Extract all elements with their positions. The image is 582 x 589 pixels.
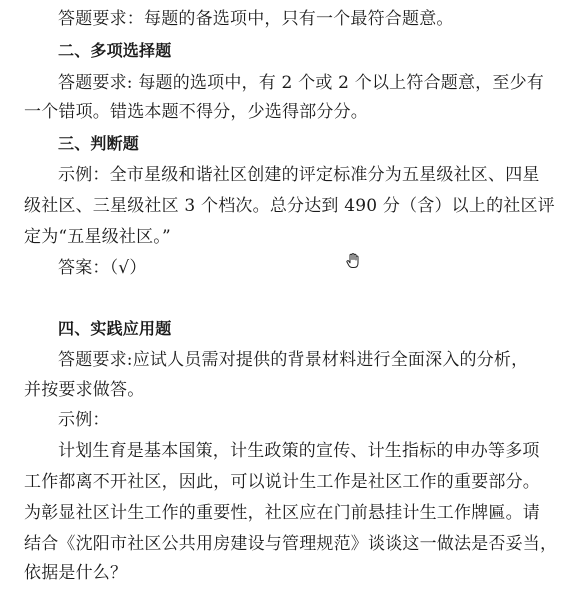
- section-heading-true-false: 三、判断题: [58, 134, 140, 153]
- multiple-choice-requirement-line-1: 答题要求: 每题的选项中，有 2 个或 2 个以上符合题意，至少有: [58, 73, 544, 93]
- true-false-example-line-3: 定为“五星级社区。”: [24, 227, 171, 247]
- true-false-example-line-1: 示例：全市星级和谐社区创建的评定标准分为五星级社区、四星: [58, 165, 540, 185]
- hand-pointer-icon: [344, 252, 362, 270]
- practical-requirement-line-1: 答题要求:应试人员需对提供的背景材料进行全面深入的分析，: [58, 350, 529, 370]
- practical-example-line-4: 结合《沈阳市社区公共用房建设与管理规范》谈谈这一做法是否妥当，: [24, 534, 558, 554]
- section-heading-practical-application: 四、实践应用题: [58, 319, 172, 338]
- single-choice-requirement: 答题要求：每题的备选项中，只有一个最符合题意。: [58, 9, 454, 29]
- section-heading-multiple-choice: 二、多项选择题: [58, 41, 172, 60]
- practical-example-line-3: 为彰显社区计生工作的重要性，社区应在门前悬挂计生工作牌匾。请: [24, 503, 540, 523]
- true-false-answer: 答案：（√）: [58, 258, 147, 278]
- multiple-choice-requirement-line-2: 一个错项。错选本题不得分，少选得部分分。: [24, 102, 368, 122]
- true-false-example-line-2: 级社区、三星级社区 3 个档次。总分达到 490 分（含）以上的社区评: [24, 196, 555, 216]
- practical-example-label: 示例：: [58, 410, 110, 430]
- practical-example-line-1: 计划生育是基本国策，计生政策的宣传、计生指标的申办等多项: [58, 441, 540, 461]
- practical-example-line-5: 依据是什么？: [24, 563, 128, 583]
- practical-example-line-2: 工作都离不开社区，因此，可以说计生工作是社区工作的重要部分。: [24, 472, 540, 492]
- practical-requirement-line-2: 并按要求做答。: [24, 380, 145, 400]
